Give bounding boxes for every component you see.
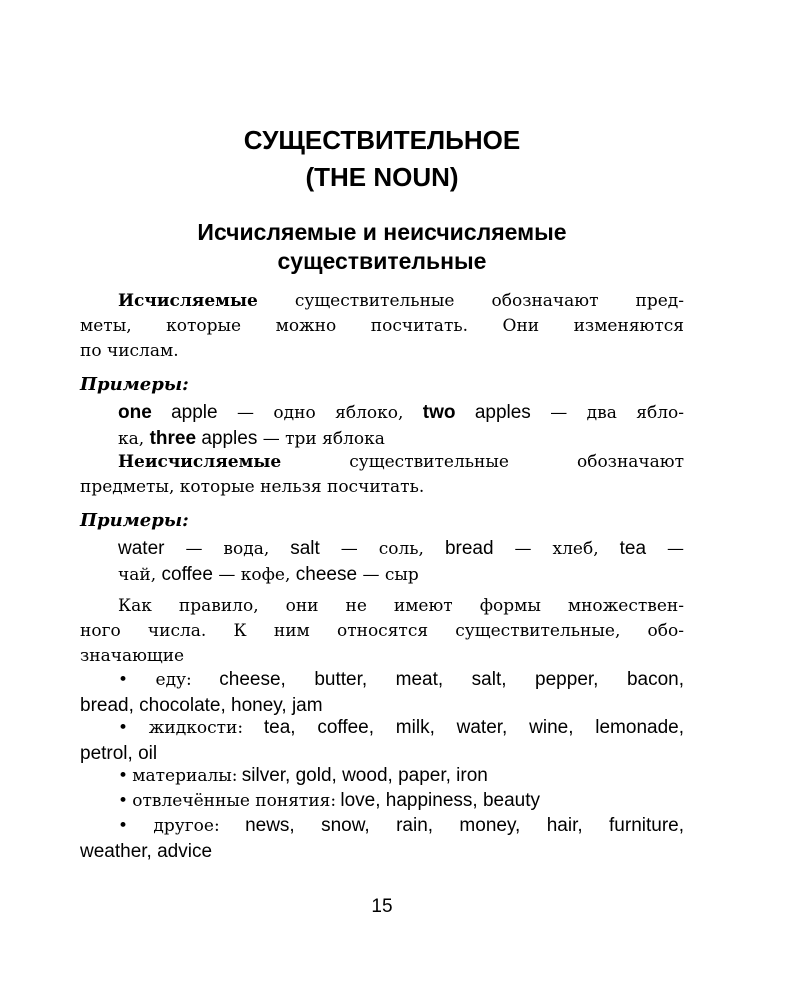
examples-label: Примеры:	[80, 510, 189, 531]
term-uncountable: Неисчисляемые	[118, 452, 282, 472]
category-liquids: • жидкости: tea, coffee, milk, water, wine, lemonade, petrol, oil	[80, 717, 685, 764]
bullet-icon: •	[118, 816, 129, 836]
term-countable: Исчисляемые	[118, 291, 258, 311]
bullet-icon: •	[118, 766, 129, 786]
category-other: • другое: news, snow, rain, money, hair, furniture, weather, advice	[80, 815, 685, 862]
section-title-line2: существительные	[277, 248, 487, 274]
chapter-title-english: (THE NOUN)	[305, 162, 459, 192]
page-number: 15	[371, 896, 393, 917]
category-food: • еду: cheese, butter, meat, salt, pepper, bacon, bread, chocolate, honey, jam	[80, 669, 684, 716]
countable-examples: one apple — одно яблоко, two apples — два ябло- ка, three apples — три яблока	[118, 402, 684, 449]
category-materials: • материалы: silver, gold, wood, paper, iron	[118, 765, 488, 786]
section-title-line1: Исчисляемые и неисчисляемые	[197, 219, 567, 245]
countable-definition: Исчисляемые существительные обозначают пред- меты, которые можно посчитать. Они изменяются по числам.	[80, 291, 684, 361]
rule-paragraph: Как правило, они не имеют формы множествен- ного числа. К ним относятся существительные, обо- значающие	[80, 596, 684, 666]
category-abstract: • отвлечённые понятия: love, happiness, beauty	[118, 790, 541, 811]
uncountable-examples: water — вода, salt — соль, bread — хлеб, tea — чай, coffee — кофе, cheese — сыр	[118, 538, 684, 585]
bullet-icon: •	[118, 670, 129, 690]
chapter-title: СУЩЕСТВИТЕЛЬНОЕ	[243, 125, 521, 155]
examples-label: Примеры:	[80, 374, 189, 395]
bullet-icon: •	[118, 718, 129, 738]
bullet-icon: •	[118, 791, 129, 811]
uncountable-definition: Неисчисляемые существительные обозначают предметы, которые нельзя посчитать.	[80, 452, 684, 497]
